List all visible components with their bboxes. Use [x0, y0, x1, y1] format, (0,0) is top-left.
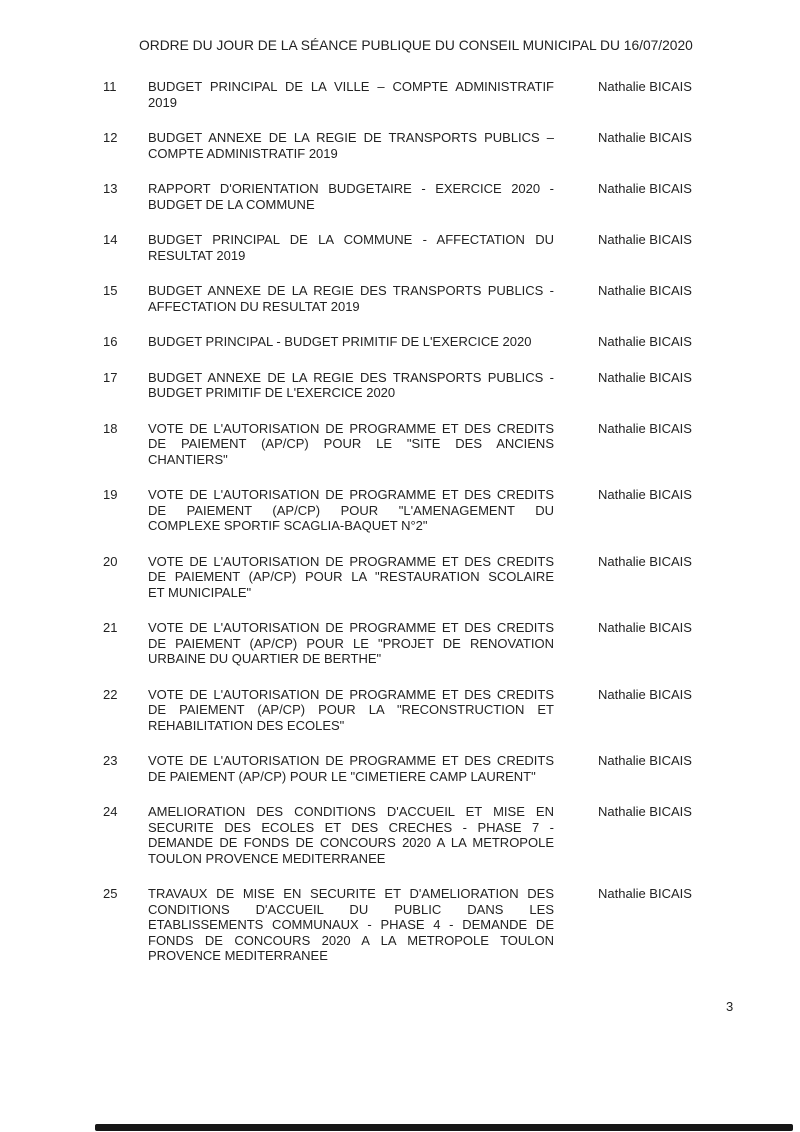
agenda-item [0, 334, 800, 350]
item-text-line: ETABLISSEMENTS COMMUNAUX - PHASE 4 - DEMANDE DE [148, 917, 554, 932]
item-rapporteur: Nathalie BICAIS [598, 369, 692, 385]
item-rapporteur: Nathalie BICAIS [598, 487, 692, 502]
item-text-line: VOTE DE L'AUTORISATION DE PROGRAMME ET DES CREDITS [148, 487, 554, 502]
item-text-line: VOTE DE L'AUTORISATION DE PROGRAMME ET DES CREDITS [148, 620, 554, 635]
item-rapporteur: Nathalie BICAIS [598, 620, 692, 635]
item-text [148, 283, 554, 314]
item-rapporteur: Nathalie BICAIS [598, 420, 692, 436]
item-number: 12 [103, 130, 118, 145]
item-text-line: DE PAIEMENT (AP/CP) POUR LE "SITE DES ANCIENS [148, 436, 554, 451]
item-number: 15 [103, 283, 118, 298]
agenda-item [0, 620, 800, 667]
item-text [148, 487, 554, 534]
item-text-line: BUDGET PRINCIPAL DE LA COMMUNE - AFFECTATION DU [148, 232, 554, 247]
item-number: 21 [103, 620, 118, 635]
item-text-line: DE PAIEMENT (AP/CP) POUR LE "CIMETIERE CAMP LAURENT" [148, 768, 536, 784]
item-text-line: RAPPORT D'ORIENTATION BUDGETAIRE - EXERCICE 2020 - [148, 181, 554, 196]
agenda-item [0, 130, 800, 161]
item-rapporteur: Nathalie BICAIS [598, 79, 692, 94]
agenda-item [0, 181, 800, 212]
item-text [148, 554, 554, 601]
item-number: 22 [103, 686, 118, 702]
item-number: 16 [103, 334, 118, 349]
item-text-line: VOTE DE L'AUTORISATION DE PROGRAMME ET DES CREDITS [148, 686, 554, 702]
item-text [148, 753, 554, 784]
scan-artifact-bar [95, 1124, 793, 1131]
item-text-line: RESULTAT 2019 [148, 247, 246, 263]
item-number: 14 [103, 232, 118, 247]
page-number: 3 [726, 999, 734, 1014]
item-number: 17 [103, 369, 118, 385]
item-number: 24 [103, 804, 118, 819]
item-text-line: AMELIORATION DES CONDITIONS D'ACCUEIL ET MISE EN [148, 804, 554, 819]
item-number: 25 [103, 886, 118, 901]
agenda-item [0, 554, 800, 601]
item-rapporteur: Nathalie BICAIS [598, 804, 692, 819]
item-rapporteur: Nathalie BICAIS [598, 283, 692, 298]
item-text-line: BUDGET ANNEXE DE LA REGIE DES TRANSPORTS PUBLICS - [148, 283, 554, 298]
item-text-line: PROVENCE MEDITERRANEE [148, 948, 328, 963]
agenda-item [0, 79, 800, 110]
agenda-item [0, 232, 800, 263]
item-text-line: BUDGET DE LA COMMUNE [148, 196, 315, 212]
item-text [148, 687, 554, 734]
item-text-line: CONDITIONS D'ACCUEIL DU PUBLIC DANS LES [148, 901, 554, 917]
item-text-line: TRAVAUX DE MISE EN SECURITE ET D'AMELIORATION DES [148, 886, 554, 901]
item-number: 18 [103, 420, 118, 436]
item-text-line: COMPLEXE SPORTIF SCAGLIA-BAQUET N°2" [148, 518, 428, 533]
item-text-line: 2019 [148, 94, 177, 110]
item-text [148, 232, 554, 263]
item-text-line: FONDS DE CONCOURS 2020 A LA METROPOLE TOULON [148, 932, 554, 948]
item-text [148, 130, 554, 161]
item-text-line: VOTE DE L'AUTORISATION DE PROGRAMME ET DES CREDITS [148, 553, 554, 569]
item-rapporteur: Nathalie BICAIS [598, 130, 692, 145]
agenda-item [0, 421, 800, 468]
item-text-line: BUDGET PRINCIPAL DE LA VILLE – COMPTE ADMINISTRATIF [148, 79, 554, 94]
item-rapporteur: Nathalie BICAIS [598, 686, 692, 702]
item-rapporteur: Nathalie BICAIS [598, 181, 692, 196]
item-text [148, 421, 554, 468]
item-number: 13 [103, 181, 118, 196]
item-text [148, 79, 554, 110]
item-text [148, 804, 554, 866]
item-text [148, 334, 554, 350]
item-text-line: DEMANDE DE FONDS DE CONCOURS 2020 A LA METROPOLE [148, 835, 554, 850]
item-rapporteur: Nathalie BICAIS [598, 886, 692, 901]
agenda-list [0, 79, 800, 984]
item-text-line: CHANTIERS" [148, 451, 228, 467]
item-text-line: BUDGET PRINCIPAL - BUDGET PRIMITIF DE L'EXERCICE 2020 [148, 334, 532, 349]
item-rapporteur: Nathalie BICAIS [598, 553, 692, 569]
item-text [148, 181, 554, 212]
item-text-line: ET MUNICIPALE" [148, 584, 252, 600]
item-number: 20 [103, 553, 118, 569]
item-text-line: DE PAIEMENT (AP/CP) POUR "L'AMENAGEMENT DU [148, 502, 554, 518]
item-rapporteur: Nathalie BICAIS [598, 334, 692, 349]
item-text-line: DE PAIEMENT (AP/CP) POUR LA "RESTAURATION SCOLAIRE [148, 569, 554, 584]
item-rapporteur: Nathalie BICAIS [598, 232, 692, 247]
agenda-item [0, 886, 800, 964]
item-text-line: BUDGET ANNEXE DE LA REGIE DE TRANSPORTS PUBLICS – [148, 130, 554, 145]
item-number: 23 [103, 753, 118, 768]
agenda-item [0, 687, 800, 734]
item-text-line: BUDGET PRIMITIF DE L'EXERCICE 2020 [148, 385, 396, 400]
item-text [148, 620, 554, 667]
agenda-item [0, 804, 800, 866]
item-number: 19 [103, 487, 118, 502]
page-title: ORDRE DU JOUR DE LA SÉANCE PUBLIQUE DU CONSEIL MUNICIPAL DU 16/07/2020 [139, 38, 693, 53]
item-number: 11 [103, 79, 117, 94]
item-text-line: VOTE DE L'AUTORISATION DE PROGRAMME ET DES CREDITS [148, 420, 554, 436]
item-rapporteur: Nathalie BICAIS [598, 753, 692, 768]
agenda-item [0, 283, 800, 314]
item-text-line: SECURITE DES ECOLES ET DES CRECHES - PHASE 7 - [148, 819, 554, 835]
item-text [148, 886, 554, 964]
agenda-item [0, 370, 800, 401]
item-text-line: DE PAIEMENT (AP/CP) POUR LE "PROJET DE RENOVATION [148, 635, 554, 651]
agenda-item [0, 487, 800, 534]
item-text-line: COMPTE ADMINISTRATIF 2019 [148, 145, 338, 161]
item-text-line: VOTE DE L'AUTORISATION DE PROGRAMME ET DES CREDITS [148, 753, 554, 768]
item-text [148, 370, 554, 401]
agenda-item [0, 753, 800, 784]
item-text-line: AFFECTATION DU RESULTAT 2019 [148, 298, 360, 314]
item-text-line: TOULON PROVENCE MEDITERRANEE [148, 850, 386, 866]
item-text-line: BUDGET ANNEXE DE LA REGIE DES TRANSPORTS PUBLICS - [148, 369, 554, 385]
item-text-line: DE PAIEMENT (AP/CP) POUR LA "RECONSTRUCTION ET [148, 702, 554, 717]
item-text-line: REHABILITATION DES ECOLES" [148, 717, 345, 733]
item-text-line: URBAINE DU QUARTIER DE BERTHE" [148, 651, 382, 666]
